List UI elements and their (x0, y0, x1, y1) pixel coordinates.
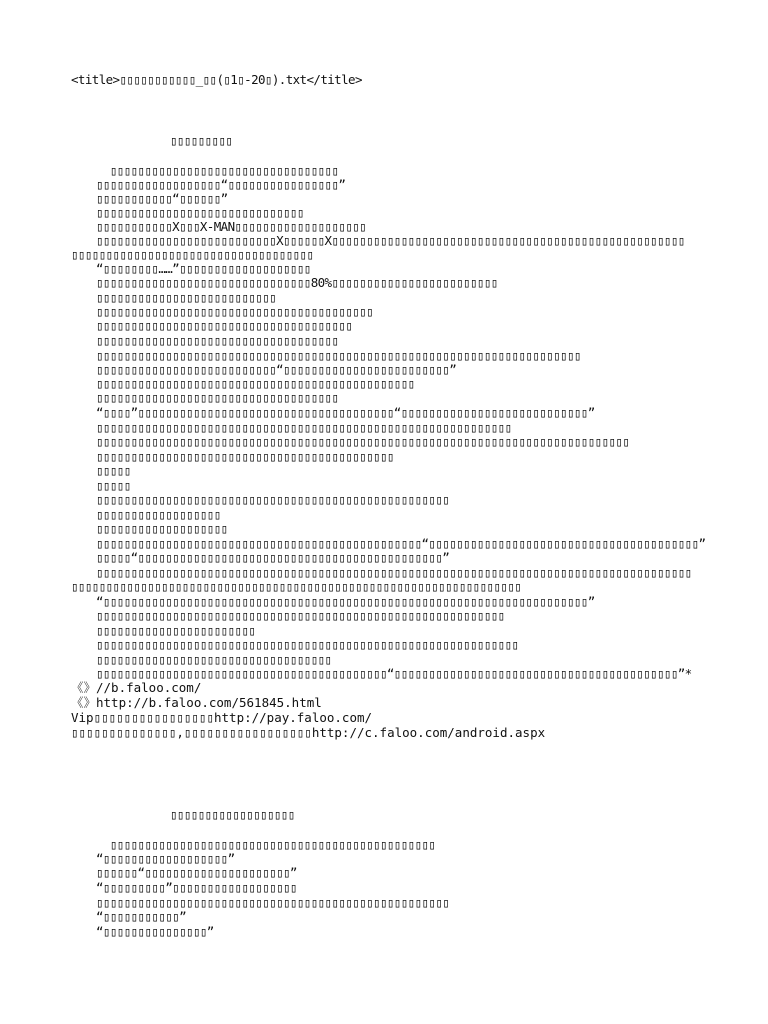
paragraph-line: ▯▯▯▯▯▯▯▯▯▯▯▯▯▯▯▯▯▯▯▯▯▯▯▯▯▯▯▯▯▯▯▯▯▯▯▯▯▯▯▯▯▯▯▯▯▯▯▯▯▯▯▯▯▯▯▯▯▯▯▯▯ (96, 638, 519, 652)
paragraph-line: “▯▯▯▯”▯▯▯▯▯▯▯▯▯▯▯▯▯▯▯▯▯▯▯▯▯▯▯▯▯▯▯▯▯▯▯▯▯▯▯▯▯“▯▯▯▯▯▯▯▯▯▯▯▯▯▯▯▯▯▯▯▯▯▯▯▯▯▯▯” (96, 406, 595, 420)
document-title: <title>▯▯▯▯▯▯▯▯▯▯▯_▯▯(▯1▯-20▯).txt</title> (71, 73, 362, 87)
paragraph-line: ▯▯▯▯▯▯▯▯▯▯▯▯▯▯▯▯▯▯▯▯▯▯▯▯▯▯▯▯▯▯▯▯▯▯▯▯▯▯▯▯▯▯▯▯▯▯▯▯▯▯▯▯▯▯▯▯▯▯▯▯▯▯▯▯▯ (71, 580, 522, 594)
paragraph-line: ▯▯▯▯▯▯“▯▯▯▯▯▯▯▯▯▯▯▯▯▯▯▯▯▯▯▯▯” (96, 866, 297, 880)
paragraph-line: ▯▯▯▯▯▯▯▯▯▯▯▯▯▯▯▯▯▯▯▯▯▯▯▯▯▯▯▯▯▯▯▯▯▯▯▯▯▯▯▯▯▯▯▯▯▯ (96, 377, 415, 391)
paragraph-line: ▯▯▯▯▯▯▯▯▯▯▯▯▯▯▯▯▯▯▯▯▯▯▯▯▯▯“▯▯▯▯▯▯▯▯▯▯▯▯▯▯▯▯▯▯▯▯▯▯▯▯” (96, 363, 457, 377)
paragraph-line: “▯▯▯▯▯▯▯▯▯”▯▯▯▯▯▯▯▯▯▯▯▯▯▯▯▯▯▯ (96, 881, 297, 895)
paragraph-line: ▯▯▯▯▯▯▯▯▯▯▯▯▯▯▯▯▯▯▯▯▯▯▯▯▯▯▯▯▯▯▯▯▯▯▯▯▯ (96, 319, 353, 333)
paragraph-line: ▯▯▯▯▯▯▯▯▯▯▯“▯▯▯▯▯▯” (96, 192, 228, 206)
vip-pay-link[interactable]: Vip▯▯▯▯▯▯▯▯▯▯▯▯▯▯▯▯http://pay.faloo.com/ (71, 711, 373, 725)
paragraph-line: ▯▯▯▯▯▯▯▯▯▯▯▯▯▯▯▯▯▯▯▯▯▯▯▯▯▯▯▯▯▯▯▯▯▯▯ (96, 391, 339, 405)
paragraph-line: ▯▯▯▯▯▯▯▯▯▯▯▯▯▯▯▯▯▯▯▯▯▯▯▯▯▯▯▯▯▯▯▯▯▯▯▯▯▯▯▯▯▯▯▯▯▯▯“▯▯▯▯▯▯▯▯▯▯▯▯▯▯▯▯▯▯▯▯▯▯▯▯▯▯▯▯▯▯▯▯▯▯▯▯▯▯▯” (96, 537, 706, 551)
paragraph-line: ▯▯▯▯▯▯▯▯▯▯▯▯▯▯▯▯▯▯“▯▯▯▯▯▯▯▯▯▯▯▯▯▯▯▯” (96, 178, 346, 192)
paragraph-line: ▯▯▯▯▯▯▯▯▯▯▯▯▯▯▯▯▯▯▯ (96, 522, 228, 536)
paragraph-line: “▯▯▯▯▯▯▯▯▯▯▯” (96, 910, 187, 924)
paragraph-line: ▯▯▯▯▯▯▯▯▯▯▯▯▯▯▯▯▯▯▯▯▯▯▯▯▯▯▯▯▯▯▯▯▯▯▯▯▯▯▯▯▯▯▯▯▯▯▯▯▯▯▯▯▯▯▯▯▯▯▯▯▯▯▯▯▯▯▯▯▯▯▯▯▯▯▯▯▯ (96, 435, 630, 449)
paragraph-line: “▯▯▯▯▯▯▯▯▯▯▯▯▯▯▯” (96, 925, 214, 939)
paragraph-line: ▯▯▯▯▯▯▯▯▯▯▯▯▯▯▯▯▯▯▯▯▯▯▯ (96, 624, 256, 638)
paragraph-line: ▯▯▯▯▯▯▯▯▯▯▯▯▯▯▯▯▯▯▯▯▯▯▯▯▯▯▯▯▯▯▯▯▯▯▯▯▯▯▯▯▯▯▯ (96, 450, 394, 464)
chapter-1-heading: ▯▯▯▯▯▯▯▯▯ (170, 134, 233, 148)
paragraph-line: ▯▯▯▯▯▯▯▯▯▯▯▯▯▯▯▯▯▯▯▯▯▯▯▯▯▯ (96, 291, 277, 305)
paragraph-line: ▯▯▯▯▯▯▯▯▯▯▯X▯▯▯X-MAN▯▯▯▯▯▯▯▯▯▯▯▯▯▯▯▯▯▯▯ (96, 220, 367, 234)
paragraph-line: ▯▯▯▯▯▯▯▯▯▯▯▯▯▯▯▯▯▯▯▯▯▯▯▯▯▯X▯▯▯▯▯▯X▯▯▯▯▯▯▯▯▯▯▯▯▯▯▯▯▯▯▯▯▯▯▯▯▯▯▯▯▯▯▯▯▯▯▯▯▯▯▯▯▯▯▯▯▯▯▯▯▯▯▯ (96, 234, 685, 248)
paragraph-line: ▯▯▯▯▯▯▯▯▯▯▯▯▯▯▯▯▯▯▯▯▯▯▯▯▯▯▯▯▯▯▯▯▯▯▯▯▯▯▯▯▯▯“▯▯▯▯▯▯▯▯▯▯▯▯▯▯▯▯▯▯▯▯▯▯▯▯▯▯▯▯▯▯▯▯▯▯▯▯▯▯▯▯▯”* (96, 667, 692, 681)
paragraph-line: “▯▯▯▯▯▯▯▯……”▯▯▯▯▯▯▯▯▯▯▯▯▯▯▯▯▯▯▯ (96, 262, 311, 276)
paragraph-line: ▯▯▯▯▯▯▯▯▯▯▯▯▯▯▯▯▯▯▯▯▯▯▯▯▯▯▯▯▯▯▯▯▯▯▯▯▯▯▯▯▯▯▯▯▯▯▯▯▯▯▯▯▯▯▯▯▯▯▯▯▯▯▯▯▯▯▯▯▯▯ (96, 349, 581, 363)
site-link[interactable]: 《》//b.faloo.com/ (71, 681, 202, 695)
paragraph-line: ▯▯▯▯▯▯▯▯▯▯▯▯▯▯▯▯▯▯ (96, 508, 221, 522)
paragraph-line: ▯▯▯▯▯▯▯▯▯▯▯▯▯▯▯▯▯▯▯▯▯▯▯▯▯▯▯▯▯▯▯▯▯▯ (96, 653, 332, 667)
paragraph-line: “▯▯▯▯▯▯▯▯▯▯▯▯▯▯▯▯▯▯” (96, 852, 235, 866)
paragraph-line: ▯▯▯▯▯▯▯▯▯▯▯▯▯▯▯▯▯▯▯▯▯▯▯▯▯▯▯▯▯▯ (96, 206, 304, 220)
paragraph-line: ▯▯▯▯▯ (96, 479, 131, 493)
chapter-2-heading: ▯▯▯▯▯▯▯▯▯▯▯▯▯▯▯▯▯▯ (170, 808, 295, 822)
paragraph-line: ▯▯▯▯▯▯▯▯▯▯▯▯▯▯▯▯▯▯▯▯▯▯▯▯▯▯▯▯▯▯▯▯▯▯▯▯▯▯▯▯▯▯▯▯▯▯▯▯▯▯▯ (96, 896, 450, 910)
paragraph-line: ▯▯▯▯▯▯▯▯▯▯▯▯▯▯▯▯▯▯▯▯▯▯▯▯▯▯▯▯▯▯▯▯▯▯▯▯▯▯▯▯ (96, 305, 374, 319)
book-link[interactable]: 《》http://b.faloo.com/561845.html (71, 696, 322, 710)
paragraph-line: ▯▯▯▯▯▯▯▯▯▯▯▯▯▯▯▯▯▯▯▯▯▯▯▯▯▯▯▯▯▯▯▯▯▯▯▯▯▯▯▯▯▯▯▯▯▯▯▯▯▯▯▯▯▯▯▯▯▯▯ (96, 609, 505, 623)
paragraph-line: “▯▯▯▯▯▯▯▯▯▯▯▯▯▯▯▯▯▯▯▯▯▯▯▯▯▯▯▯▯▯▯▯▯▯▯▯▯▯▯▯▯▯▯▯▯▯▯▯▯▯▯▯▯▯▯▯▯▯▯▯▯▯▯▯▯▯▯▯▯▯” (96, 595, 595, 609)
paragraph-line: ▯▯▯▯▯▯▯▯▯▯▯▯▯▯▯▯▯▯▯▯▯▯▯▯▯▯▯▯▯▯▯▯▯▯▯▯▯▯▯▯▯▯▯▯▯▯▯▯▯▯▯ (96, 493, 450, 507)
paragraph-line: ▯▯▯▯▯▯▯▯▯▯▯▯▯▯▯▯▯▯▯▯▯▯▯▯▯▯▯▯▯▯▯▯▯▯▯ (96, 334, 339, 348)
paragraph-line: ▯▯▯▯▯▯▯▯▯▯▯▯▯▯▯▯▯▯▯▯▯▯▯▯▯▯▯▯▯▯▯▯▯▯▯ (71, 248, 314, 262)
paragraph-line: ▯▯▯▯▯▯▯▯▯▯▯▯▯▯▯▯▯▯▯▯▯▯▯▯▯▯▯▯▯▯▯▯▯▯▯▯▯▯▯▯▯▯▯▯▯▯▯▯▯▯▯▯▯▯▯▯▯▯▯▯ (96, 421, 512, 435)
paragraph-line: ▯▯▯▯▯“▯▯▯▯▯▯▯▯▯▯▯▯▯▯▯▯▯▯▯▯▯▯▯▯▯▯▯▯▯▯▯▯▯▯▯▯▯▯▯▯▯▯▯▯” (96, 551, 450, 565)
paragraph-line: ▯▯▯▯▯ (96, 464, 131, 478)
paragraph-line: ▯▯▯▯▯▯▯▯▯▯▯▯▯▯▯▯▯▯▯▯▯▯▯▯▯▯▯▯▯▯▯80%▯▯▯▯▯▯▯▯▯▯▯▯▯▯▯▯▯▯▯▯▯▯▯▯ (96, 276, 498, 290)
paragraph-line: ▯▯▯▯▯▯▯▯▯▯▯▯▯▯▯▯▯▯▯▯▯▯▯▯▯▯▯▯▯▯▯▯▯▯▯▯▯▯▯▯▯▯▯▯▯▯▯ (96, 838, 436, 852)
android-app-link[interactable]: ▯▯▯▯▯▯▯▯▯▯▯▯▯▯,▯▯▯▯▯▯▯▯▯▯▯▯▯▯▯▯▯http://c.faloo.com/android.aspx (71, 726, 546, 740)
paragraph-line: ▯▯▯▯▯▯▯▯▯▯▯▯▯▯▯▯▯▯▯▯▯▯▯▯▯▯▯▯▯▯▯▯▯▯▯▯▯▯▯▯▯▯▯▯▯▯▯▯▯▯▯▯▯▯▯▯▯▯▯▯▯▯▯▯▯▯▯▯▯▯▯▯▯▯▯▯▯▯▯▯▯▯▯▯▯▯ (96, 566, 692, 580)
paragraph-line: ▯▯▯▯▯▯▯▯▯▯▯▯▯▯▯▯▯▯▯▯▯▯▯▯▯▯▯▯▯▯▯▯▯ (96, 164, 339, 178)
